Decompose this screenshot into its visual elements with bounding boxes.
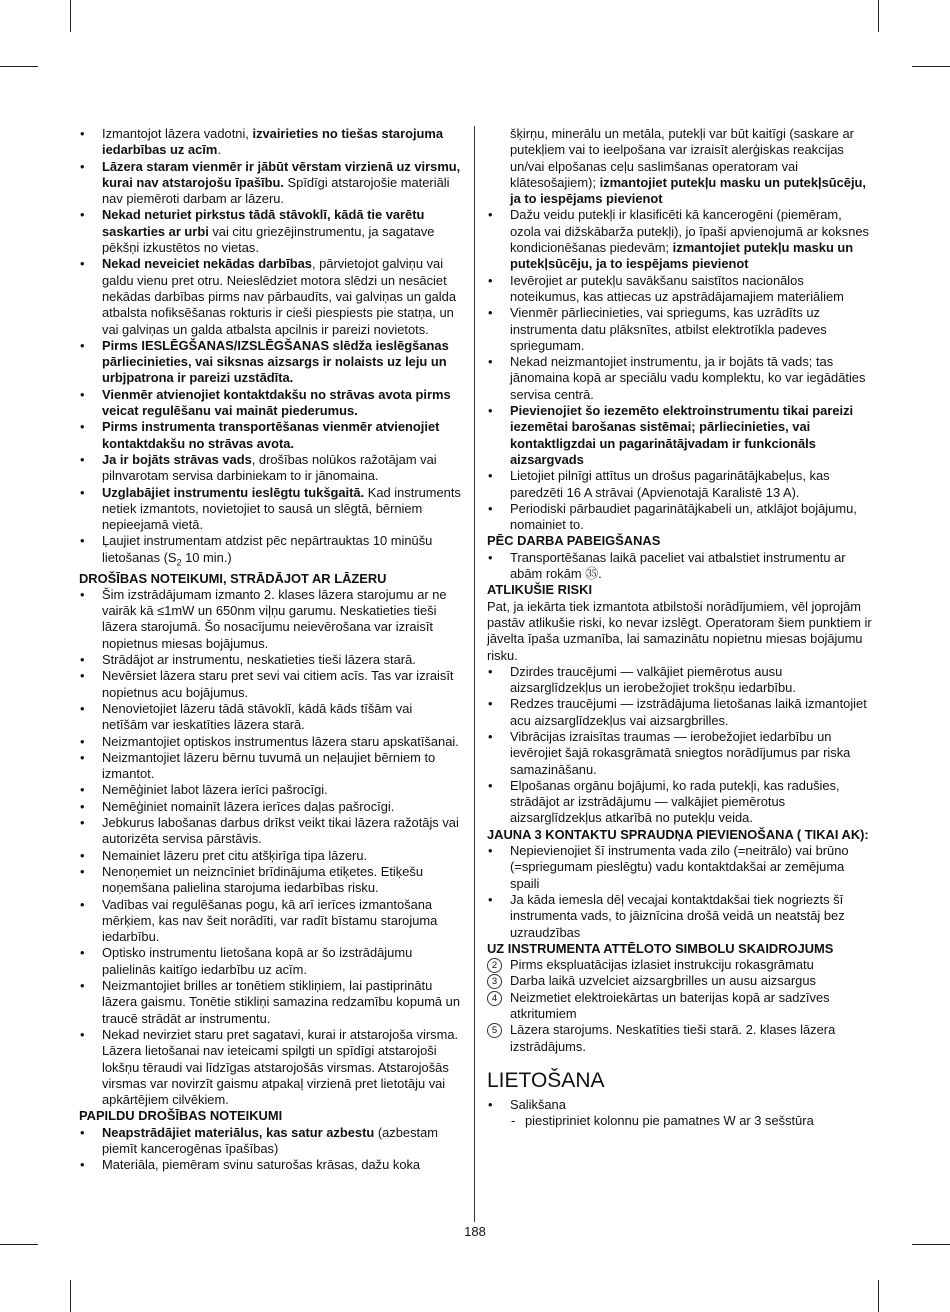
list-item <box>487 696 873 729</box>
crop-mark <box>0 66 38 67</box>
symbol-number-icon: 2 <box>487 958 502 973</box>
crop-mark <box>878 1280 879 1312</box>
text-run: Redzes traucējumi — izstrādājuma lietošanas laikā izmantojiet acu aizsarglīdzekļus vai aizsargbrilles. <box>510 696 867 728</box>
text-run: 10 min.) <box>181 549 232 565</box>
text-run: Ja kāda iemesla dēļ vecajai kontaktdakšai tiek nogriezts šī instrumenta vads, to jāiznīcina drošā veidā un neatstāj bez uzraudzības <box>510 891 845 940</box>
list-item <box>487 664 873 697</box>
list-item <box>79 452 461 485</box>
symbol-number-icon: 3 <box>487 974 502 989</box>
list-item <box>79 256 461 337</box>
section-heading: PAPILDU DROŠĪBAS NOTEIKUMI <box>79 1108 283 1124</box>
text-run: Vibrācijas izraisītas traumas — ierobežojiet iedarbību un ievērojiet šajā rokasgrāmatā sniegtos norādījumus par riska samazināšanu. <box>510 728 851 777</box>
list-item <box>79 750 461 783</box>
symbol-item <box>487 1022 873 1055</box>
text-run: Lāzera staram vienmēr ir jābūt vērstam virzienā uz virsmu, kurai nav atstarojošu īpašību. <box>102 158 461 190</box>
list-item <box>79 848 461 864</box>
text-run: Nemēģiniet nomainīt lāzera ierīces daļas pašrocīgi. <box>102 798 395 814</box>
list-item <box>79 734 461 750</box>
crop-mark <box>912 1244 950 1245</box>
text-run: Dažu veidu putekļi ir klasificēti kā kancerogēni (piemēram, ozola vai dižskābarža putekļi), jo īpaši apvienojumā ar koksnes kondicionēšanas piedevām; <box>510 207 869 256</box>
text-run: Neapstrādājiet materiālus, kas satur azbestu <box>102 1124 375 1140</box>
text-run: Lietojiet pilnīgi attītus un drošus pagarinātājkabeļus, kas paredzēti 16 A strāvai (Apvienotajā Karalistē 13 A). <box>510 468 830 500</box>
text-run: Neizmantojiet optiskos instrumentus lāzera staru apskatīšanai. <box>102 733 459 749</box>
section-heading: PĒC DARBA PABEIGŠANAS <box>487 533 661 549</box>
text-run: Nekad neturiet pirkstus tādā stāvoklī, kādā tie varētu saskarties ar urbi <box>102 207 425 239</box>
text-run: Pirms instrumenta transportēšanas vienmēr atvienojiet kontaktdakšu no strāvas avota. <box>102 419 440 451</box>
symbol-text: Darba laikā uzvelciet aizsargbrilles un ausu aizsargus <box>510 973 816 989</box>
text-run: Jebkurus labošanas darbus drīkst veikt tikai lāzera ražotājs vai autorizēta servisa pārstāvis. <box>102 815 459 847</box>
list-item <box>487 550 873 583</box>
list-item <box>79 485 461 534</box>
list-item <box>79 701 461 734</box>
symbol-text: Pirms ekspluatācijas izlasiet instrukciju rokasgrāmatu <box>510 957 814 973</box>
list-item <box>79 978 461 1027</box>
crop-mark <box>878 0 879 32</box>
text-run: . <box>217 142 221 158</box>
text-run: izmantojiet putekļu masku un putekļsūcēju, ja to iespējams pievienot <box>510 240 854 272</box>
text-run: Vienmēr pārliecinieties, vai spriegums, kas uzrādīts uz instrumenta datu plāksnītes, atbilst elektrotīkla padeves spriegumam. <box>510 305 827 353</box>
symbol-number-icon: 5 <box>487 1023 502 1038</box>
text-run: Optisko instrumentu lietošana kopā ar šo izstrādājumu palielinās kaitīgo iedarbību uz acīm. <box>102 945 413 977</box>
text-run: Pat, ja iekārta tiek izmantota atbilstoši norādījumiem, vēl joprojām pastāv atlikušie riski, ko nevar izslēgt. Operatoram šiem punktiem ir jāvelta īpaša uzmanība, lai samazinātu nopietnu miesas bojājumu risku. <box>487 598 872 663</box>
list-item <box>79 207 461 256</box>
symbol-number-icon: 4 <box>487 991 502 1006</box>
text-run: Uzglabājiet instrumentu ieslēgtu tukšgaitā. <box>102 484 365 500</box>
paragraph <box>487 126 873 207</box>
list-item <box>487 207 873 272</box>
list-item <box>487 273 873 306</box>
text-run: Salikšana <box>510 1096 566 1112</box>
text-run: Neizmantojiet brilles ar tonētiem stikliņiem, lai pastiprinātu lāzera gaismu. Tonētie stikliņi samazina redzamību kopumā un traucē strādāt ar instrumentu. <box>102 978 461 1026</box>
text-run: Kad instruments netiek izmantots, novietojiet to sausā un slēgtā, bērniem nepieejamā vietā. <box>102 484 461 533</box>
paragraph <box>487 599 873 664</box>
text-run: 2 <box>176 557 182 568</box>
list-item <box>79 419 461 452</box>
list-item <box>79 799 461 815</box>
crop-mark <box>0 1244 38 1245</box>
text-run: Spīdīgi atstarojošie materiāli nav piemēroti darbam ar lāzeru. <box>102 174 450 207</box>
list-item <box>79 1027 461 1108</box>
list-item <box>79 945 461 978</box>
list-item <box>487 468 873 501</box>
text-run: izmantojiet putekļu masku un putekļsūcēju, ja to iespējams pievienot <box>510 174 867 207</box>
list-item <box>487 403 873 468</box>
list-item <box>487 305 873 354</box>
page-number: 188 <box>464 1224 486 1239</box>
list-item <box>79 782 461 798</box>
text-run: Nevērsiet lāzera staru pret sevi vai citiem acīs. Tas var izraisīt nopietnus acu bojājumus. <box>102 668 454 700</box>
section-heading: UZ INSTRUMENTA ATTĒLOTO SIMBOLU SKAIDROJUMS <box>487 940 834 956</box>
text-run: Ļaujiet instrumentam atdzist pēc nepārtrauktas 10 minūšu lietošanas (S <box>102 533 433 565</box>
text-run: Pievienojiet šo iezemēto elektroinstrumentu tikai pareizi iezemētai barošanas sistēmai; pārliecinieties, vai kontaktligzdai un pagarinātājvadam ir funkcionāls aizsargvads <box>510 403 854 467</box>
list-item <box>79 587 461 652</box>
list-item <box>79 1157 461 1173</box>
text-run: Elpošanas orgānu bojājumi, ko rada putekļi, kas radušies, strādājot ar izstrādājumu — valkājiet piemērotus aizsarglīdzekļus atkarībā no putekļu veida. <box>510 777 840 826</box>
symbol-item <box>487 957 873 973</box>
symbol-item <box>487 973 873 989</box>
chapter-title: LIETOŠANA <box>487 1068 605 1092</box>
text-run: Dzirdes traucējumi — valkājiet piemērotus ausu aizsarglīdzekļus un ierobežojiet trokšņu iedarbību. <box>510 663 796 696</box>
text-run: Vienmēr atvienojiet kontaktdakšu no strāvas avota pirms veicat regulēšanu vai maināt piederumus. <box>102 386 451 419</box>
list-item <box>79 897 461 946</box>
list-item <box>487 778 873 827</box>
text-run: , drošības nolūkos ražotājam vai pilnvarotam servisa darbiniekam to ir jānomaina. <box>102 451 437 484</box>
list-item <box>79 338 461 387</box>
symbol-text: Lāzera starojums. Neskatīties tieši starā. 2. klases lāzera izstrādājums. <box>510 1022 836 1054</box>
text-run: Ja ir bojāts strāvas vads <box>102 451 252 467</box>
list-item <box>79 387 461 420</box>
text-run: Transportēšanas laikā paceliet vai atbalstiet instrumentu ar abām rokām ㉟. <box>510 549 846 582</box>
left-column <box>79 126 461 1174</box>
text-run: , pārvietojot galviņu vai galdu vienu pret otru. Neieslēdziet motora slēdzi un nesāciet nekādas darbības pirms nav pārbaudīts, vai galviņas un galda atbalsta nofiksēšanas rokturis ir cieši piespiests pie statņa, un vai galviņas un galda atbalsta apcilnis ir pareizi novietots. <box>102 256 456 337</box>
section-heading: JAUNA 3 KONTAKTU SPRAUDŅA PIEVIENOŠANA ( TIKAI AK): <box>487 826 869 842</box>
crop-mark <box>912 66 950 67</box>
text-run: Šim izstrādājumam izmanto 2. klases lāzera starojumu ar ne vairāk kā ≤1mW un 650nm viļņu garumu. Neskatieties tieši lāzera starojumā. Šo nosacījumu neievērošana var izraisīt nopietnus miesas bojājumus. <box>102 586 447 651</box>
text-run: izvairieties no tiešas starojuma iedarbības uz acīm <box>102 126 444 158</box>
text-run: Izmantojot lāzera vadotni, <box>102 126 253 141</box>
list-item <box>79 533 461 570</box>
text-run: Ievērojiet ar putekļu savākšanu saistītos nacionālos noteikumus, kas attiecas uz apstrādājamajiem materiāliem <box>510 272 844 304</box>
list-item <box>79 815 461 848</box>
list-item <box>487 501 873 534</box>
list-item <box>79 668 461 701</box>
crop-mark <box>70 1280 71 1312</box>
text-run: Nekad neveiciet nekādas darbības <box>102 256 312 272</box>
text-run: Nenovietojiet lāzeru tādā stāvoklī, kādā kāds tīšām vai netīšām var ieskatīties lāzera starā. <box>102 700 413 733</box>
crop-mark <box>70 0 71 32</box>
text-run: Vadības vai regulēšanas pogu, kā arī ierīces izmantošana mērķiem, kas nav šeit norādīti, var radīt bīstamu starojuma iedarbību. <box>102 896 438 945</box>
text-run: Nemēģiniet labot lāzera ierīci pašrocīgi. <box>102 782 328 798</box>
list-item <box>487 1097 873 1113</box>
list-item <box>487 843 873 892</box>
text-run: Periodiski pārbaudiet pagarinātājkabeli un, atklājot bojājumu, nomainiet to. <box>510 500 857 533</box>
column-divider <box>474 126 475 1222</box>
text-run: Nenoņemiet un neizncīniet brīdinājuma etiķetes. Etiķešu noņemšana palielina starojuma iedarbības risku. <box>102 863 424 896</box>
text-run: Materiāla, piemēram svinu saturošas krāsas, dažu koka <box>102 1157 421 1173</box>
list-item <box>79 126 461 159</box>
text-run: Nekad nevirziet staru pret sagatavi, kurai ir atstarojoša virsma. Lāzera lietošanai nav ieteicami spilgti un spīdīgi atstarojoši lokšņu tēraudi vai līdzīgas atstarojošās virsmas. Atstarojošās virsmas var novirzīt gaismu atpakaļ virzienā pret lietotāju vai apkārtējiem cilvēkiem. <box>102 1026 459 1108</box>
list-item <box>79 1125 461 1158</box>
list-item <box>487 892 873 941</box>
text-run: šķirņu, minerālu un metāla, putekļi var būt kaitīgi (saskare ar putekļiem vai to ieelpošana var izraisīt alerģiskas reakcijas un/vai elpošanas ceļu saslimšanas operatoram vai klātesošajiem); <box>510 126 854 190</box>
list-item <box>487 354 873 403</box>
dash-item: - piestipriniet kolonnu pie pamatnes W ar 3 sešstūra <box>487 1113 873 1129</box>
symbol-item <box>487 990 873 1023</box>
right-column <box>487 126 873 1130</box>
text-run: Nemainiet lāzeru pret citu atšķirīga tipa lāzeru. <box>102 847 368 863</box>
text-run: vai citu griezējinstrumentu, ja sagatave pēkšņi izkustētos no vietas. <box>102 223 435 256</box>
text-run: (azbestam piemīt kancerogēnas īpašības) <box>102 1124 439 1156</box>
symbol-text: Neizmetiet elektroiekārtas un baterijas kopā ar sadzīves atkritumiem <box>510 989 830 1022</box>
list-item <box>79 864 461 897</box>
section-heading: DROŠĪBAS NOTEIKUMI, STRĀDĀJOT AR LĀZERU <box>79 570 387 586</box>
list-item <box>79 652 461 668</box>
section-heading: ATLIKUŠIE RISKI <box>487 582 593 598</box>
text-run: Pirms IESLĒGŠANAS/IZSLĒGŠANAS slēdža ieslēgšanas pārliecinieties, vai siksnas aizsargs ir nolaists uz leju un urbjpatrona ir pareizi uzstādīta. <box>102 337 449 386</box>
text-run: Nekad neizmantojiet instrumentu, ja ir bojāts tā vads; tas jānomaina kopā ar speciālu vadu komplektu, ko var iegādāties servisa centrā. <box>510 354 866 402</box>
list-item <box>487 729 873 778</box>
text-run: Nepievienojiet šī instrumenta vada zilo (=neitrālo) vai brūno (=spriegumam pieslēgtu) vadu kontaktdakšai ar zemējuma spaili <box>510 843 849 891</box>
text-run: Strādājot ar instrumentu, neskatieties tieši lāzera starā. <box>102 652 416 668</box>
list-item <box>79 159 461 208</box>
text-run: Neizmantojiet lāzeru bērnu tuvumā un neļaujiet bērniem to izmantot. <box>102 749 436 782</box>
